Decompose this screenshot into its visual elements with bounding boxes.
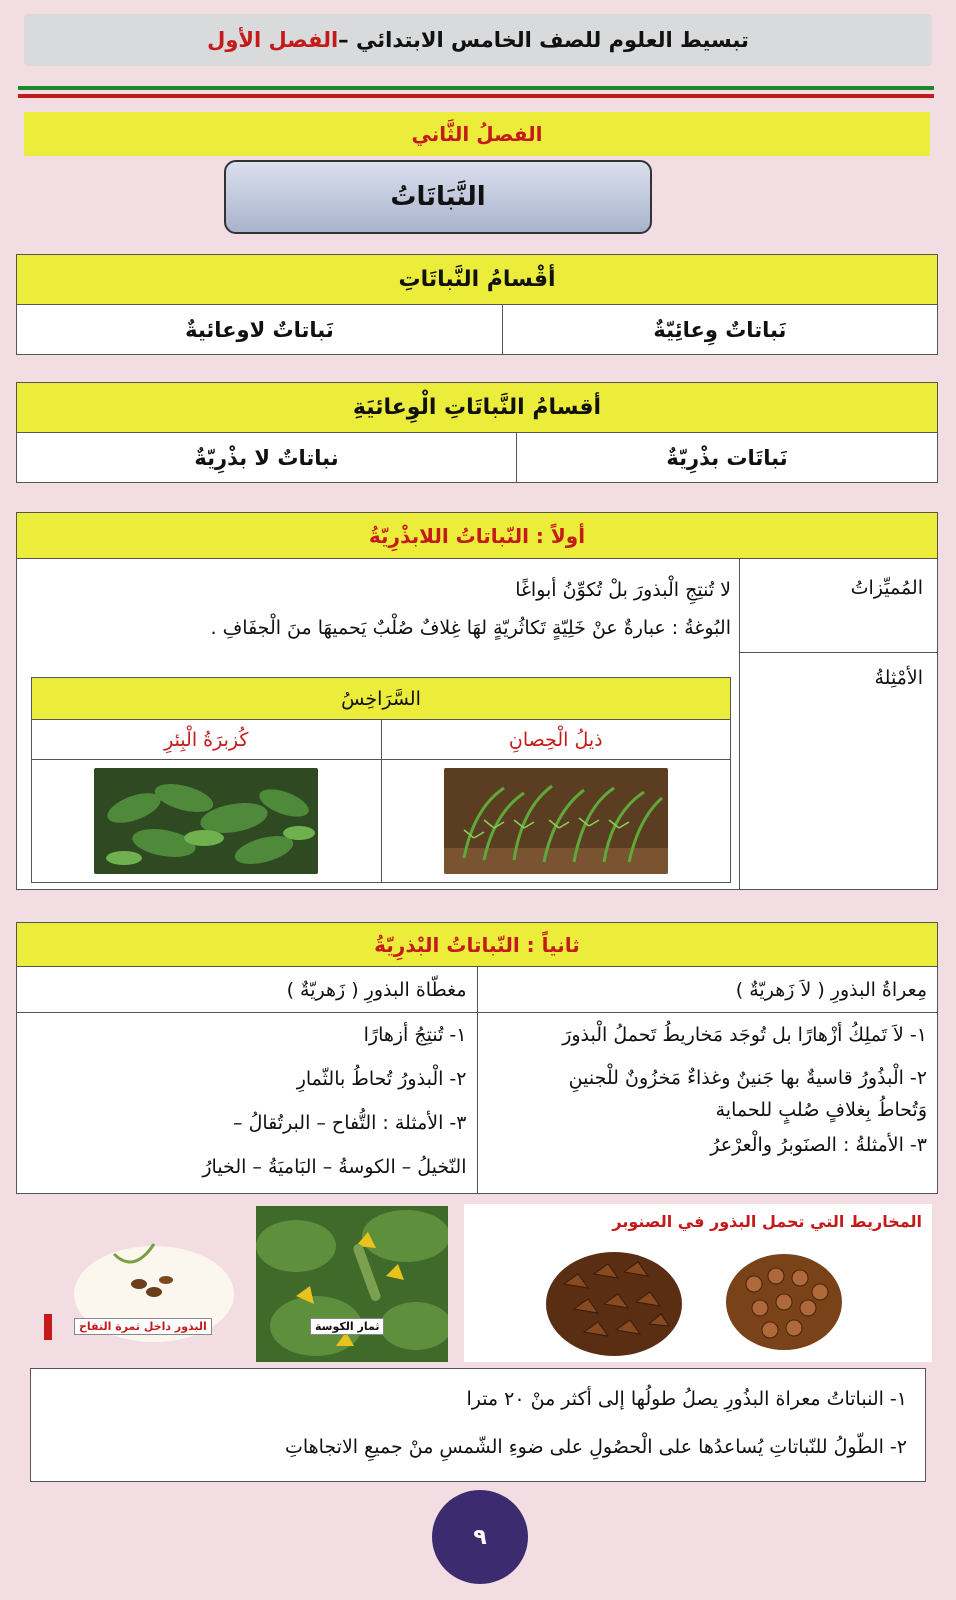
ferns-title: السَّرَاخِسُ xyxy=(32,678,730,720)
examples-label: الأمْثِلةُ xyxy=(874,667,923,689)
gymno-2b: وَتُحاطُ بِغلافٍ صُلبٍ للحماية xyxy=(715,1099,927,1121)
maidenhair-image xyxy=(94,768,318,874)
ferns-table xyxy=(31,677,731,883)
angio-title: مغطّاة البذورِ ( زَهريّةٌ ) xyxy=(17,967,477,1013)
seed-plants-cell: نَباتَات بذْرِيّةٌ xyxy=(517,433,938,483)
cones-caption: المخاريط التي تحمل البذور في الصنوبر xyxy=(612,1212,922,1231)
vascular-divisions-title: أقسامُ النَّباتَاتِ الْوِعائيَةِ xyxy=(17,383,938,433)
gymno-1: ١- لاَ تَملِكُ أزْهارًا بل تُوجَد مَخاريطُ تَحملُ الْبذورَ xyxy=(562,1024,927,1046)
pine-cones-image xyxy=(464,1204,932,1362)
angio-3: ٣- الأمثلة : التُّفاح – البرتُقالُ – xyxy=(233,1112,467,1134)
gymno-2: ٢- الْبذُورُ قاسيةٌ بها جَنينٌ وغذاءٌ مَخزُونٌ للْجنينِ xyxy=(568,1067,927,1089)
note-2: ٢- الطّولُ للنّباتاتِ يُساعدُها على الْحصُولِ على ضوءِ الشّمسِ منْ جميعِ الاتجاهاتِ xyxy=(284,1436,907,1458)
features-text xyxy=(31,571,731,647)
vascular-divisions-table xyxy=(16,382,938,483)
gymno-title: مِعراةُ البذورِ ( لاَ زَهريّةٌ ) xyxy=(478,967,938,1013)
nonseed-section xyxy=(16,512,938,890)
horsetail-image xyxy=(444,768,668,874)
images-row xyxy=(44,1204,934,1364)
features-label: المُميِّزاتُ xyxy=(740,559,937,653)
feature-2: البُوغةُ : عبارةٌ عنْ خَلِيّةٍ تَكاثُريّةٍ لهَا غِلافٌ صُلْبٌ يَحميهَا منَ الْجفَافِ . xyxy=(210,617,731,639)
fern-1-name: ذيلُ الْحِصانِ xyxy=(382,720,731,760)
seedless-plants-cell: نباتاتٌ لا بذْرِيّةٌ xyxy=(17,433,517,483)
apple-caption: البذور داخل ثمرة التفاح xyxy=(74,1318,212,1335)
zucchini-image xyxy=(256,1206,448,1362)
plant-divisions-table xyxy=(16,254,938,355)
zucchini-caption: ثمار الكوسة xyxy=(310,1318,384,1335)
fern-2-name: كُزبرَةُ الْبِئرِ xyxy=(32,720,381,760)
gymnosperms-column xyxy=(478,967,938,1193)
page-header xyxy=(24,14,932,66)
fern-maidenhair xyxy=(32,720,382,882)
note-1: ١- النباتاتُ معراة البذُورِ يصلُ طولُها إلى أكثر منْ ٢٠ مترا xyxy=(466,1388,907,1410)
header-divider xyxy=(18,86,934,98)
lesson-title: النَّبَاتَاتُ xyxy=(224,160,652,234)
seed-section xyxy=(16,922,938,1194)
header-chapter: الفصل الأول xyxy=(207,28,339,52)
angio-2: ٢- الْبذورُ تُحاطُ بالثّمارِ xyxy=(296,1068,467,1090)
apple-seeds-image xyxy=(44,1234,244,1344)
nonseed-labels xyxy=(739,559,937,889)
notes-box xyxy=(30,1368,926,1482)
vascular-cell: نَباتاتٌ وِعائِيّةٌ xyxy=(502,305,937,355)
page-number: ٩ xyxy=(432,1490,528,1584)
chapter-label: الفصلُ الثَّاني xyxy=(24,112,930,156)
angio-1: ١- تُنتِجُ أزهارًا xyxy=(363,1024,467,1046)
nonvascular-cell: نَباتاتٌ لاوعائيةٌ xyxy=(17,305,503,355)
divisions-title: أقْسامُ النَّباتَاتِ xyxy=(17,255,938,305)
angio-3b: النّخيلُ – الكوسةُ – البَاميَةُ – الخيارُ xyxy=(202,1156,467,1178)
gymno-3: ٣- الأمثلةُ : الصنَوبرُ والْعرْعرُ xyxy=(710,1134,927,1156)
fern-horsetail xyxy=(382,720,731,882)
feature-1: لا تُنتِجِ الْبذورَ بلْ تُكوِّنُ أبواغًا xyxy=(515,579,731,601)
seed-title: ثانياً : النّباتاتُ البْذرِيّةُ xyxy=(17,923,937,967)
angiosperms-column xyxy=(17,967,478,1193)
nonseed-title: أولاً : النّباتاتُ اللابذْرِيّةُ xyxy=(17,513,937,559)
header-title: تبسيط العلوم للصف الخامس الابتدائي – xyxy=(338,28,749,52)
